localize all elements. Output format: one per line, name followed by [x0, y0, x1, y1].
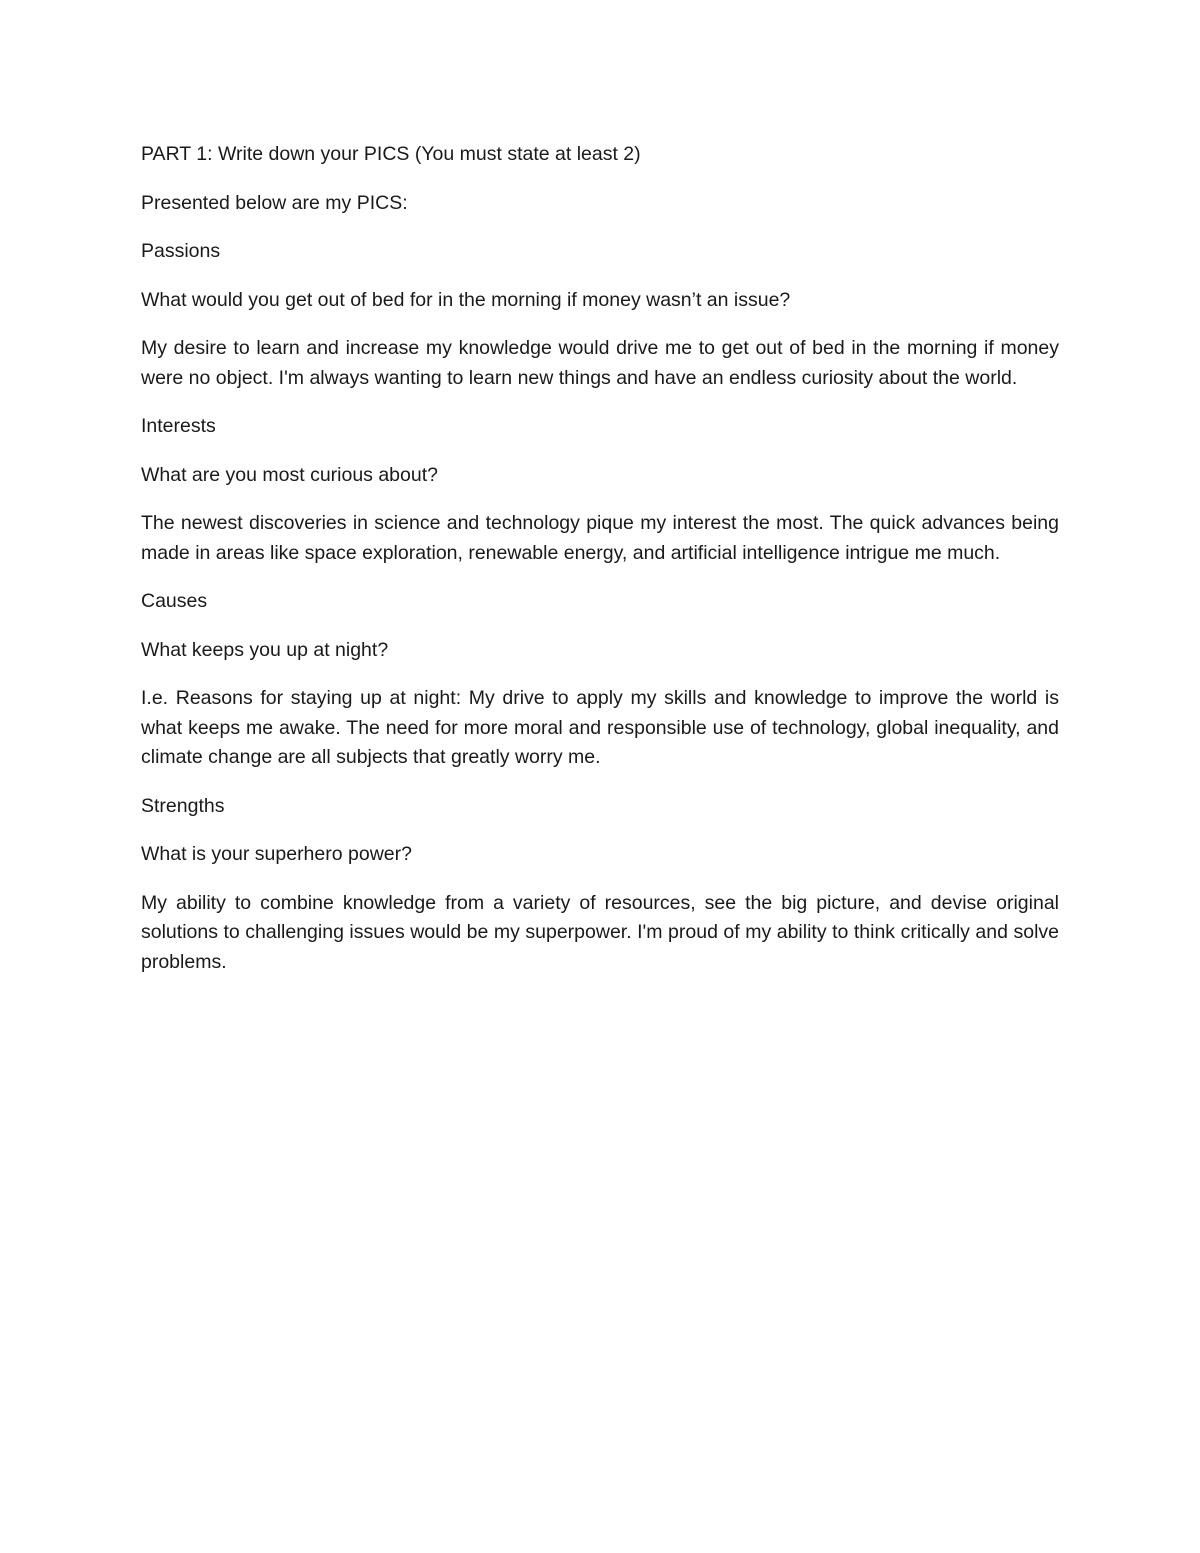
answer-passions: My desire to learn and increase my knowledge would drive me to get out of bed in the morning if money were no object. I'm always wanting to learn new things and have an endless curiosity about the world. [141, 337, 1059, 389]
section-heading-passions: Passions [141, 240, 221, 262]
question-interests: What are you most curious about? [141, 463, 438, 486]
answer-strengths: My ability to combine knowledge from a variety of resources, see the big picture, and devise original solutions to challenging issues would be my superpower. I'm proud of my ability to think critically and solve problems. [141, 891, 1059, 973]
document-body [141, 140, 1059, 996]
question-passions: What would you get out of bed for in the morning if money wasn’t an issue? [141, 288, 791, 311]
section-heading-causes: Causes [141, 590, 208, 612]
question-strengths: What is your superhero power? [141, 843, 412, 865]
question-causes: What keeps you up at night? [141, 638, 389, 661]
section-heading-strengths: Strengths [141, 794, 225, 817]
answer-causes: I.e. Reasons for staying up at night: My drive to apply my skills and knowledge to improve the world is what keeps me awake. The need for more moral and responsible use of technology, global inequality, and climate change are all subjects that greatly worry me. [141, 687, 1059, 768]
section-heading-interests: Interests [141, 415, 216, 437]
intro-text: Presented below are my PICS: [141, 191, 408, 214]
answer-interests: The newest discoveries in science and technology pique my interest the most. The quick advances being made in areas like space exploration, renewable energy, and artificial intelligence intrigue me much. [141, 512, 1059, 564]
part-heading: PART 1: Write down your PICS (You must state at least 2) [141, 143, 641, 165]
